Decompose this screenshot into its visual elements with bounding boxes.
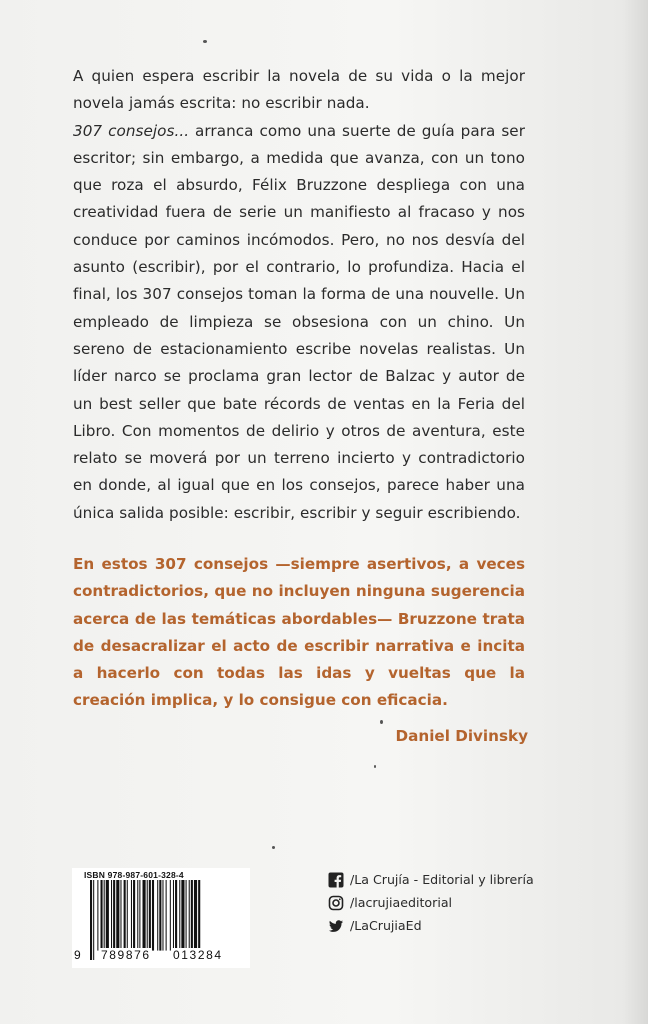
barcode-bar (175, 880, 177, 951)
barcode-bar (113, 880, 115, 951)
social-links (328, 868, 534, 937)
paper-speck (380, 720, 383, 724)
barcode-bar (186, 880, 187, 951)
barcode-bar (106, 880, 109, 951)
barcode-bar (93, 880, 94, 960)
barcode-bar (173, 880, 174, 951)
barcode-bar (157, 880, 158, 951)
social-instagram-label: /lacrujiaeditorial (350, 895, 453, 910)
barcode-bar (116, 880, 119, 951)
social-facebook-label: /La Crujía - Editorial y librería (350, 872, 534, 887)
barcode-bar (189, 880, 190, 951)
barcode-bar (159, 880, 161, 951)
paper-speck (374, 765, 376, 768)
barcode-bar (120, 880, 121, 951)
barcode-digits-right: 013284 (173, 948, 223, 962)
blurb-author: Daniel Divinsky (395, 727, 528, 745)
barcode-bar (131, 880, 132, 951)
barcode-bar (152, 880, 154, 951)
isbn-barcode (72, 868, 250, 968)
barcode-bar (139, 880, 140, 951)
barcode-bar (104, 880, 105, 951)
social-facebook[interactable] (328, 868, 534, 891)
barcode-bar (179, 880, 180, 951)
barcode-bar (170, 880, 171, 951)
social-twitter[interactable] (328, 914, 534, 937)
book-title-italic: 307 consejos... (73, 121, 190, 140)
barcode-bar (124, 880, 126, 951)
synopsis-paragraph-2 (73, 118, 525, 527)
isbn-label: ISBN 978-987-601-328-4 (84, 870, 184, 880)
barcode-bar (101, 880, 103, 951)
instagram-icon (328, 895, 344, 911)
synopsis-text (73, 63, 525, 527)
social-instagram[interactable] (328, 891, 534, 914)
synopsis-paragraph-1: A quien espera escribir la novela de su vida o la mejor novela jamás escrita: no escribir nada. (73, 67, 525, 113)
blurb-quote-text: En estos 307 consejos —siempre asertivos, a veces contradictorios, que no incluyen ninguna sugerencia acerca de las temáticas abordables— Bruzzone trata de desacralizar el acto de escribir narrativa e incita a hacerlo con todas las idas y vueltas que la creación implica, y lo consigue con eficacia. (73, 555, 525, 710)
barcode-bar (137, 880, 138, 951)
barcode-bar (97, 880, 98, 951)
barcode-bar (162, 880, 163, 951)
synopsis-paragraph-2-text: arranca como una suerte de guía para ser escritor; sin embargo, a medida que avanza, con un tono que roza el absurdo, Félix Bruzzone despliega con una creatividad fuera de serie un manifiesto al fracaso y nos conduce por caminos incómodos. Pero, no nos desvía del asunto (escribir), por el contrario, lo profundiza. Hacia el final, los 307 consejos toman la forma de una nouvelle. Un empleado de limpieza se obsesiona con un chino. Un sereno de estacionamiento escribe novelas realistas. Un líder narco se proclama gran lector de Balzac y autor de un best seller que bate récords de ventas en la Feria del Libro. Con momentos de delirio y otros de aventura, este relato se moverá por un terreno incierto y contradictorio en donde, al igual que en los consejos, parece haber una única salida posible: escribir, escribir y seguir escribiendo. (73, 121, 525, 522)
barcode-digits-left: 789876 (101, 948, 151, 962)
barcode-bar (90, 880, 92, 960)
paper-speck (272, 846, 275, 849)
facebook-icon (328, 872, 344, 888)
barcode-bar (111, 880, 112, 951)
barcode-bar (181, 880, 184, 951)
barcode-bar (149, 880, 151, 951)
paper-speck (203, 40, 207, 43)
barcode-digit-first: 9 (74, 948, 81, 962)
blurb-quote (73, 551, 525, 715)
barcode-bar (133, 880, 135, 951)
social-twitter-label: /LaCrujiaEd (350, 918, 422, 933)
barcode-bar (166, 880, 167, 951)
barcode-bar (191, 880, 193, 951)
twitter-icon (328, 918, 344, 934)
barcode-bar (127, 880, 128, 951)
